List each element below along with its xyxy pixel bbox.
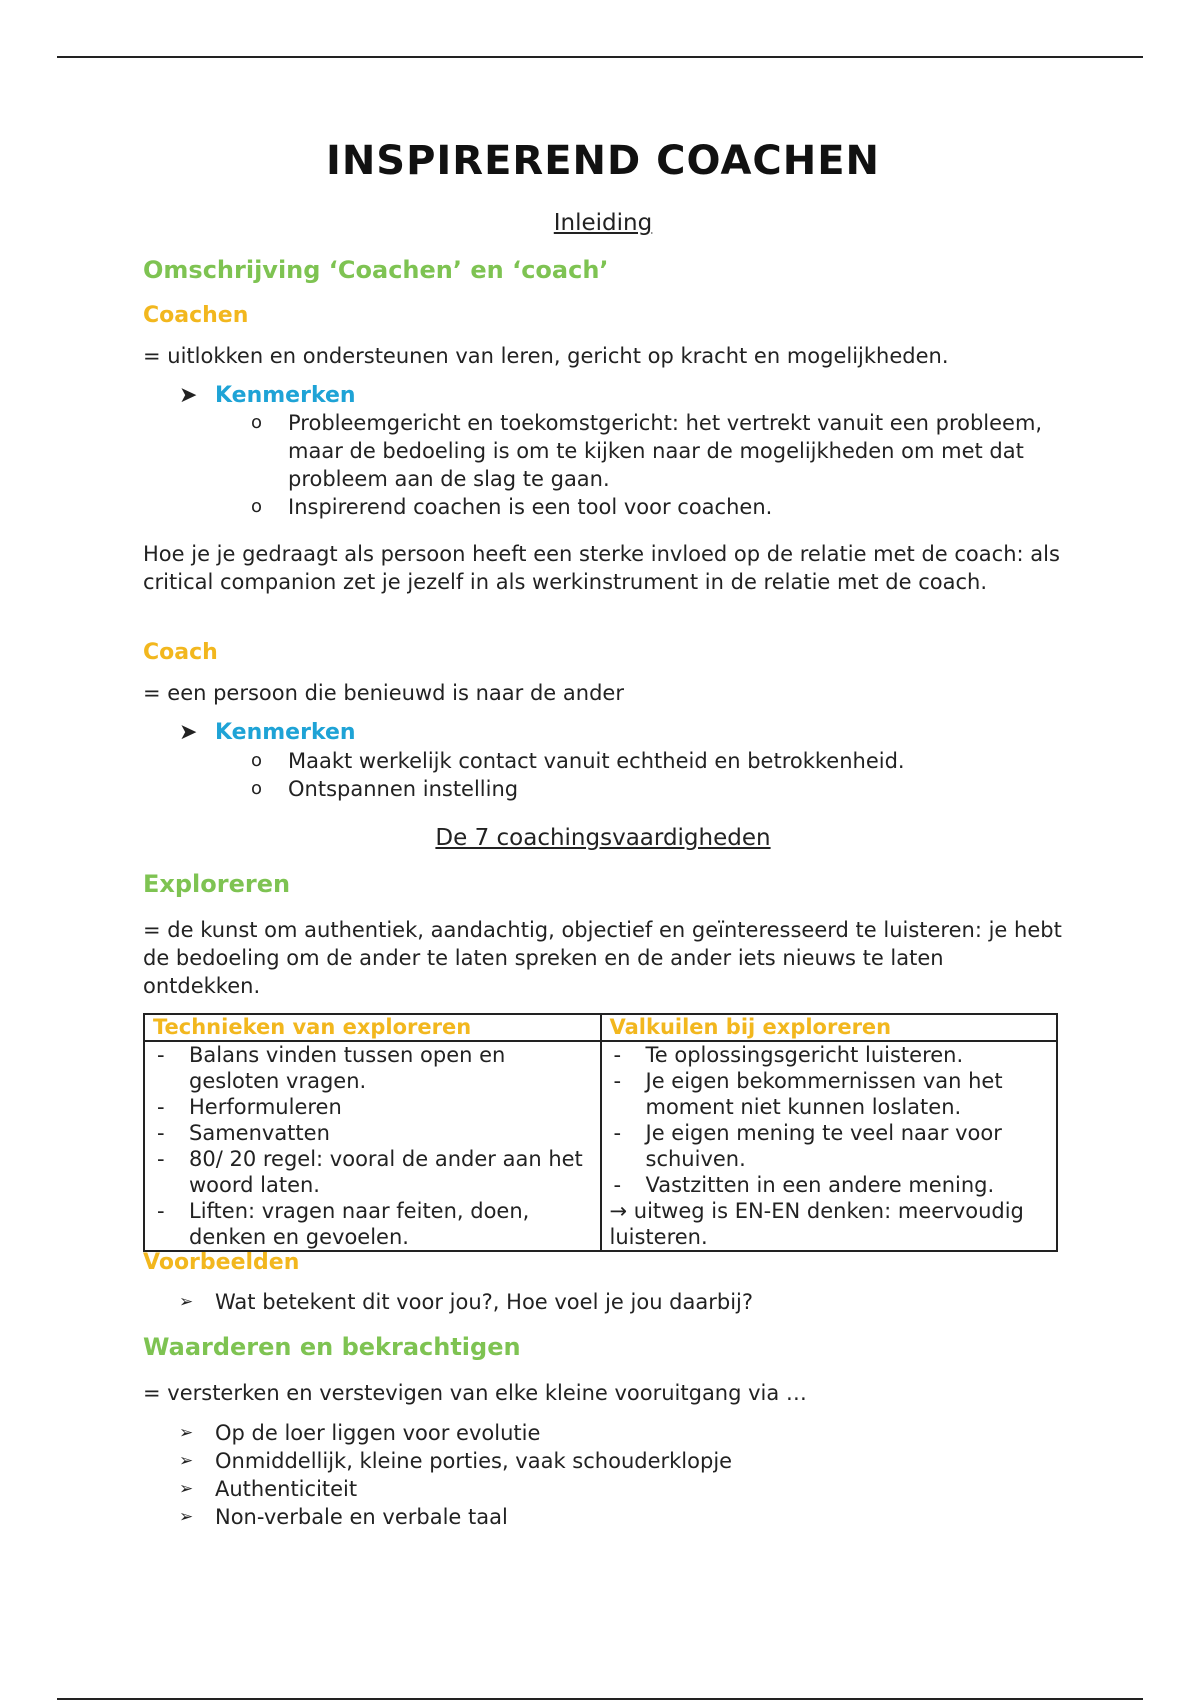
waarderen-definition: = versterken en verstevigen van elke kleine vooruitgang via … [143,1381,807,1405]
page-title: INSPIREREND COACHEN [325,138,881,184]
heading-voorbeelden: Voorbeelden [143,1250,300,1275]
coach-kenmerken-list [251,747,1063,803]
list-item: o Probleemgericht en toekomstgericht: het vertrekt vanuit een probleem, maar de bedoeling is om te kijken naar de mogelijkheden om met dat probleem aan de slag te gaan. [251,411,1043,491]
coach-kenmerken-label: ➤ Kenmerken [179,720,356,745]
list-item: ➢ Wat betekent dit voor jou?, Hoe voel je jou daarbij? [179,1290,754,1314]
waarderen-list [179,1419,1059,1531]
list-item: - Te oplossingsgericht luisteren. [613,1043,964,1067]
circle-bullet-icon: o [251,412,263,433]
arrow-bullet-icon: ➢ [179,1451,194,1471]
list-item: o Maakt werkelijk contact vanuit echtheid en betrokkenheid. [251,749,905,773]
table-cell-technieken [144,1041,601,1251]
heading-waarderen: Waarderen en bekrachtigen [143,1333,521,1361]
table-cell-valkuilen [601,1041,1058,1251]
list-item: ➢ Op de loer liggen voor evolutie [179,1421,541,1445]
list-item: - Herformuleren [157,1095,342,1119]
list-item: ➢ Non-verbale en verbale taal [179,1505,508,1529]
arrow-bullet-icon: ➢ [179,1292,194,1312]
heading-coachen: Coachen [143,303,249,328]
section-title-inleiding: Inleiding [553,210,653,236]
list-item: - Je eigen bekommernissen van het moment niet kunnen loslaten. [613,1069,1003,1119]
list-item: ➢ Onmiddellijk, kleine porties, vaak schouderklopje [179,1449,733,1473]
list-item: - Balans vinden tussen open en gesloten vragen. [157,1043,506,1093]
list-item: - Liften: vragen naar feiten, doen, denken en gevoelen. [157,1199,530,1249]
table-header-technieken: Technieken van exploreren [144,1014,601,1041]
circle-bullet-icon: o [251,778,263,799]
heading-coach: Coach [143,640,218,665]
arrow-bullet-icon: ➢ [179,1507,194,1527]
coach-definition: = een persoon die benieuwd is naar de ander [143,681,624,705]
voorbeelden-list [179,1288,1059,1316]
arrow-bullet-icon: ➤ [179,720,198,745]
section-title-vaardigheden: De 7 coachingsvaardigheden [435,825,771,851]
arrow-bullet-icon: ➢ [179,1479,194,1499]
coachen-definition: = uitlokken en ondersteunen van leren, gericht op kracht en mogelijkheden. [143,344,949,368]
list-item: - 80/ 20 regel: vooral de ander aan het woord laten. [157,1147,583,1197]
list-item: - Je eigen mening te veel naar voor schuiven. [613,1121,1002,1171]
list-item: o Ontspannen instelling [251,777,519,801]
list-item: - Samenvatten [157,1121,330,1145]
exploreren-definition: = de kunst om authentiek, aandachtig, objectief en geïnteresseerd te luisteren: je hebt de bedoeling om de ander te laten spreken en de ander iets nieuws te laten ontdekken. [143,918,1062,998]
arrow-bullet-icon: ➢ [179,1423,194,1443]
list-item: ➢ Authenticiteit [179,1477,358,1501]
table-header-valkuilen: Valkuilen bij exploreren [601,1014,1058,1041]
heading-exploreren: Exploreren [143,870,291,898]
coachen-paragraph: Hoe je je gedraagt als persoon heeft een sterke invloed op de relatie met de coach: als critical companion zet je jezelf in als werkinstrument in de relatie met de coach. [143,542,1060,594]
circle-bullet-icon: o [251,496,263,517]
list-item: - Vastzitten in een andere mening. [613,1173,995,1197]
exploreren-table [143,1013,1058,1252]
circle-bullet-icon: o [251,750,263,771]
valkuilen-uitweg: → uitweg is EN-EN denken: meervoudig luisteren. [609,1199,1024,1249]
coachen-kenmerken-label: ➤ Kenmerken [179,383,356,408]
arrow-bullet-icon: ➤ [179,383,198,408]
list-item: o Inspirerend coachen is een tool voor coachen. [251,495,773,519]
top-rule [57,56,1143,58]
coachen-kenmerken-list [251,409,1063,521]
heading-omschrijving: Omschrijving ‘Coachen’ en ‘coach’ [143,256,609,284]
